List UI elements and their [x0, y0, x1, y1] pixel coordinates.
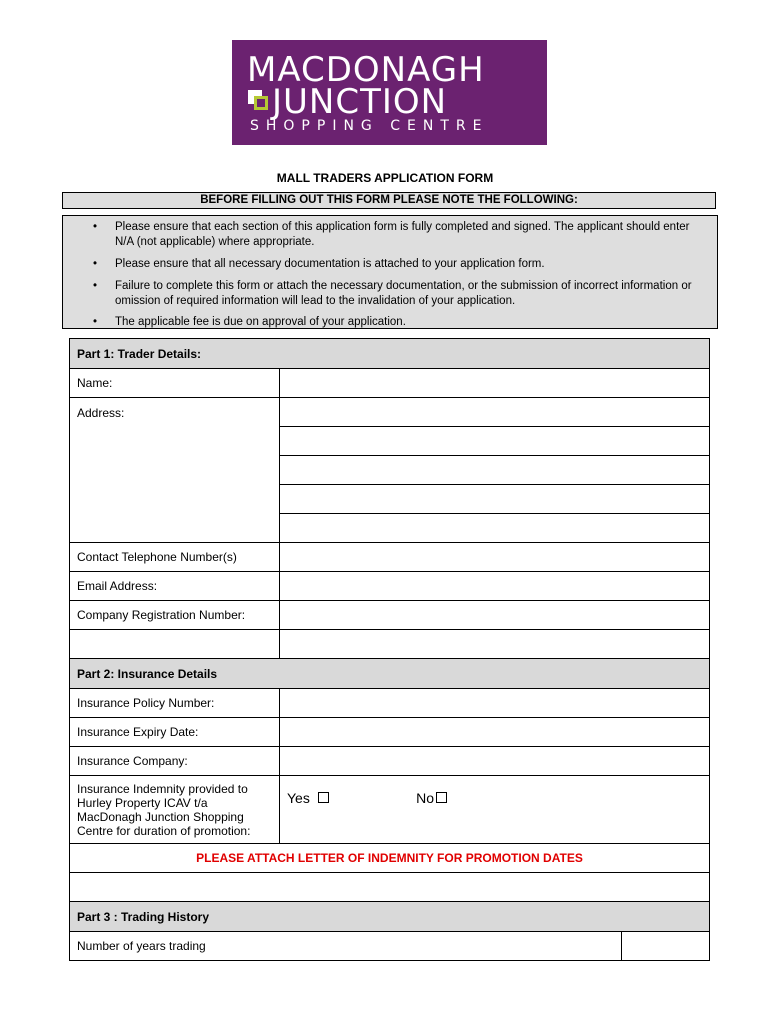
insurance-company-field[interactable] [280, 747, 710, 776]
macdonagh-junction-logo [232, 40, 547, 145]
phone-row [70, 543, 710, 572]
note-item: • The applicable fee is due on approval of your application. [93, 316, 406, 328]
address-field-line-1[interactable] [280, 398, 710, 427]
indemnity-label: Insurance Indemnity provided to Hurley Property ICAV t/a MacDonagh Junction Shopping Centre for duration of promotion: [70, 776, 280, 844]
part2-heading: Part 2: Insurance Details [70, 659, 710, 689]
company-reg-row [70, 601, 710, 630]
name-field[interactable] [280, 369, 710, 398]
notes-heading: BEFORE FILLING OUT THIS FORM PLEASE NOTE THE FOLLOWING: [62, 192, 716, 209]
yes-checkbox[interactable] [318, 792, 329, 803]
application-form-table [69, 338, 710, 961]
email-field[interactable] [280, 572, 710, 601]
phone-label: Contact Telephone Number(s) [70, 543, 280, 572]
address-field-line-4[interactable] [280, 485, 710, 514]
no-checkbox[interactable] [436, 792, 447, 803]
indemnity-blank-field[interactable] [70, 873, 710, 902]
note-item: • Please ensure that all necessary documentation is attached to your application form. [93, 258, 545, 270]
policy-field[interactable] [280, 689, 710, 718]
part1-heading: Part 1: Trader Details: [70, 339, 710, 369]
expiry-field[interactable] [280, 718, 710, 747]
insurance-company-row [70, 747, 710, 776]
insurance-company-label: Insurance Company: [70, 747, 280, 776]
email-row [70, 572, 710, 601]
company-reg-field-extra[interactable] [280, 630, 710, 659]
address-label: Address: [70, 398, 280, 543]
years-row [70, 932, 710, 961]
logo-line-shopping-centre: SHOPPING CENTRE [250, 118, 489, 134]
logo-line-macdonagh: MACDONAGH [247, 50, 485, 90]
part2-heading-row [70, 659, 710, 689]
form-title: MALL TRADERS APPLICATION FORM [276, 171, 494, 185]
indemnity-notice-row [70, 844, 710, 873]
logo-square-mark-icon [248, 90, 270, 112]
company-reg-field[interactable] [280, 601, 710, 630]
indemnity-choice-cell [280, 776, 710, 844]
logo-line-junction: JUNCTION [272, 82, 448, 122]
policy-row [70, 689, 710, 718]
years-label: Number of years trading [70, 932, 622, 961]
years-field[interactable] [621, 932, 709, 961]
blank-label-cell [70, 630, 280, 659]
part1-heading-row [70, 339, 710, 369]
email-label: Email Address: [70, 572, 280, 601]
address-row [70, 398, 710, 427]
company-reg-label: Company Registration Number: [70, 601, 280, 630]
expiry-label: Insurance Expiry Date: [70, 718, 280, 747]
name-label: Name: [70, 369, 280, 398]
note-item: • Please ensure that each section of this application form is fully completed and signed. The applicant should enter N/A (not applicable) where appropriate. [93, 221, 690, 248]
name-row [70, 369, 710, 398]
note-item: • Failure to complete this form or attach the necessary documentation, or the submission of incorrect information or omission of required information will lead to the invalidation of your application. [93, 280, 692, 307]
indemnity-notice: PLEASE ATTACH LETTER OF INDEMNITY FOR PROMOTION DATES [70, 844, 710, 873]
policy-label: Insurance Policy Number: [70, 689, 280, 718]
phone-field[interactable] [280, 543, 710, 572]
expiry-row [70, 718, 710, 747]
indemnity-blank-row [70, 873, 710, 902]
notes-box [62, 215, 718, 329]
indemnity-row [70, 776, 710, 844]
part3-heading-row [70, 902, 710, 932]
no-option[interactable]: No [416, 790, 447, 806]
address-field-line-2[interactable] [280, 427, 710, 456]
yes-option[interactable]: Yes [287, 790, 329, 806]
address-field-line-3[interactable] [280, 456, 710, 485]
part3-heading: Part 3 : Trading History [70, 902, 710, 932]
company-reg-extra-row [70, 630, 710, 659]
address-field-line-5[interactable] [280, 514, 710, 543]
